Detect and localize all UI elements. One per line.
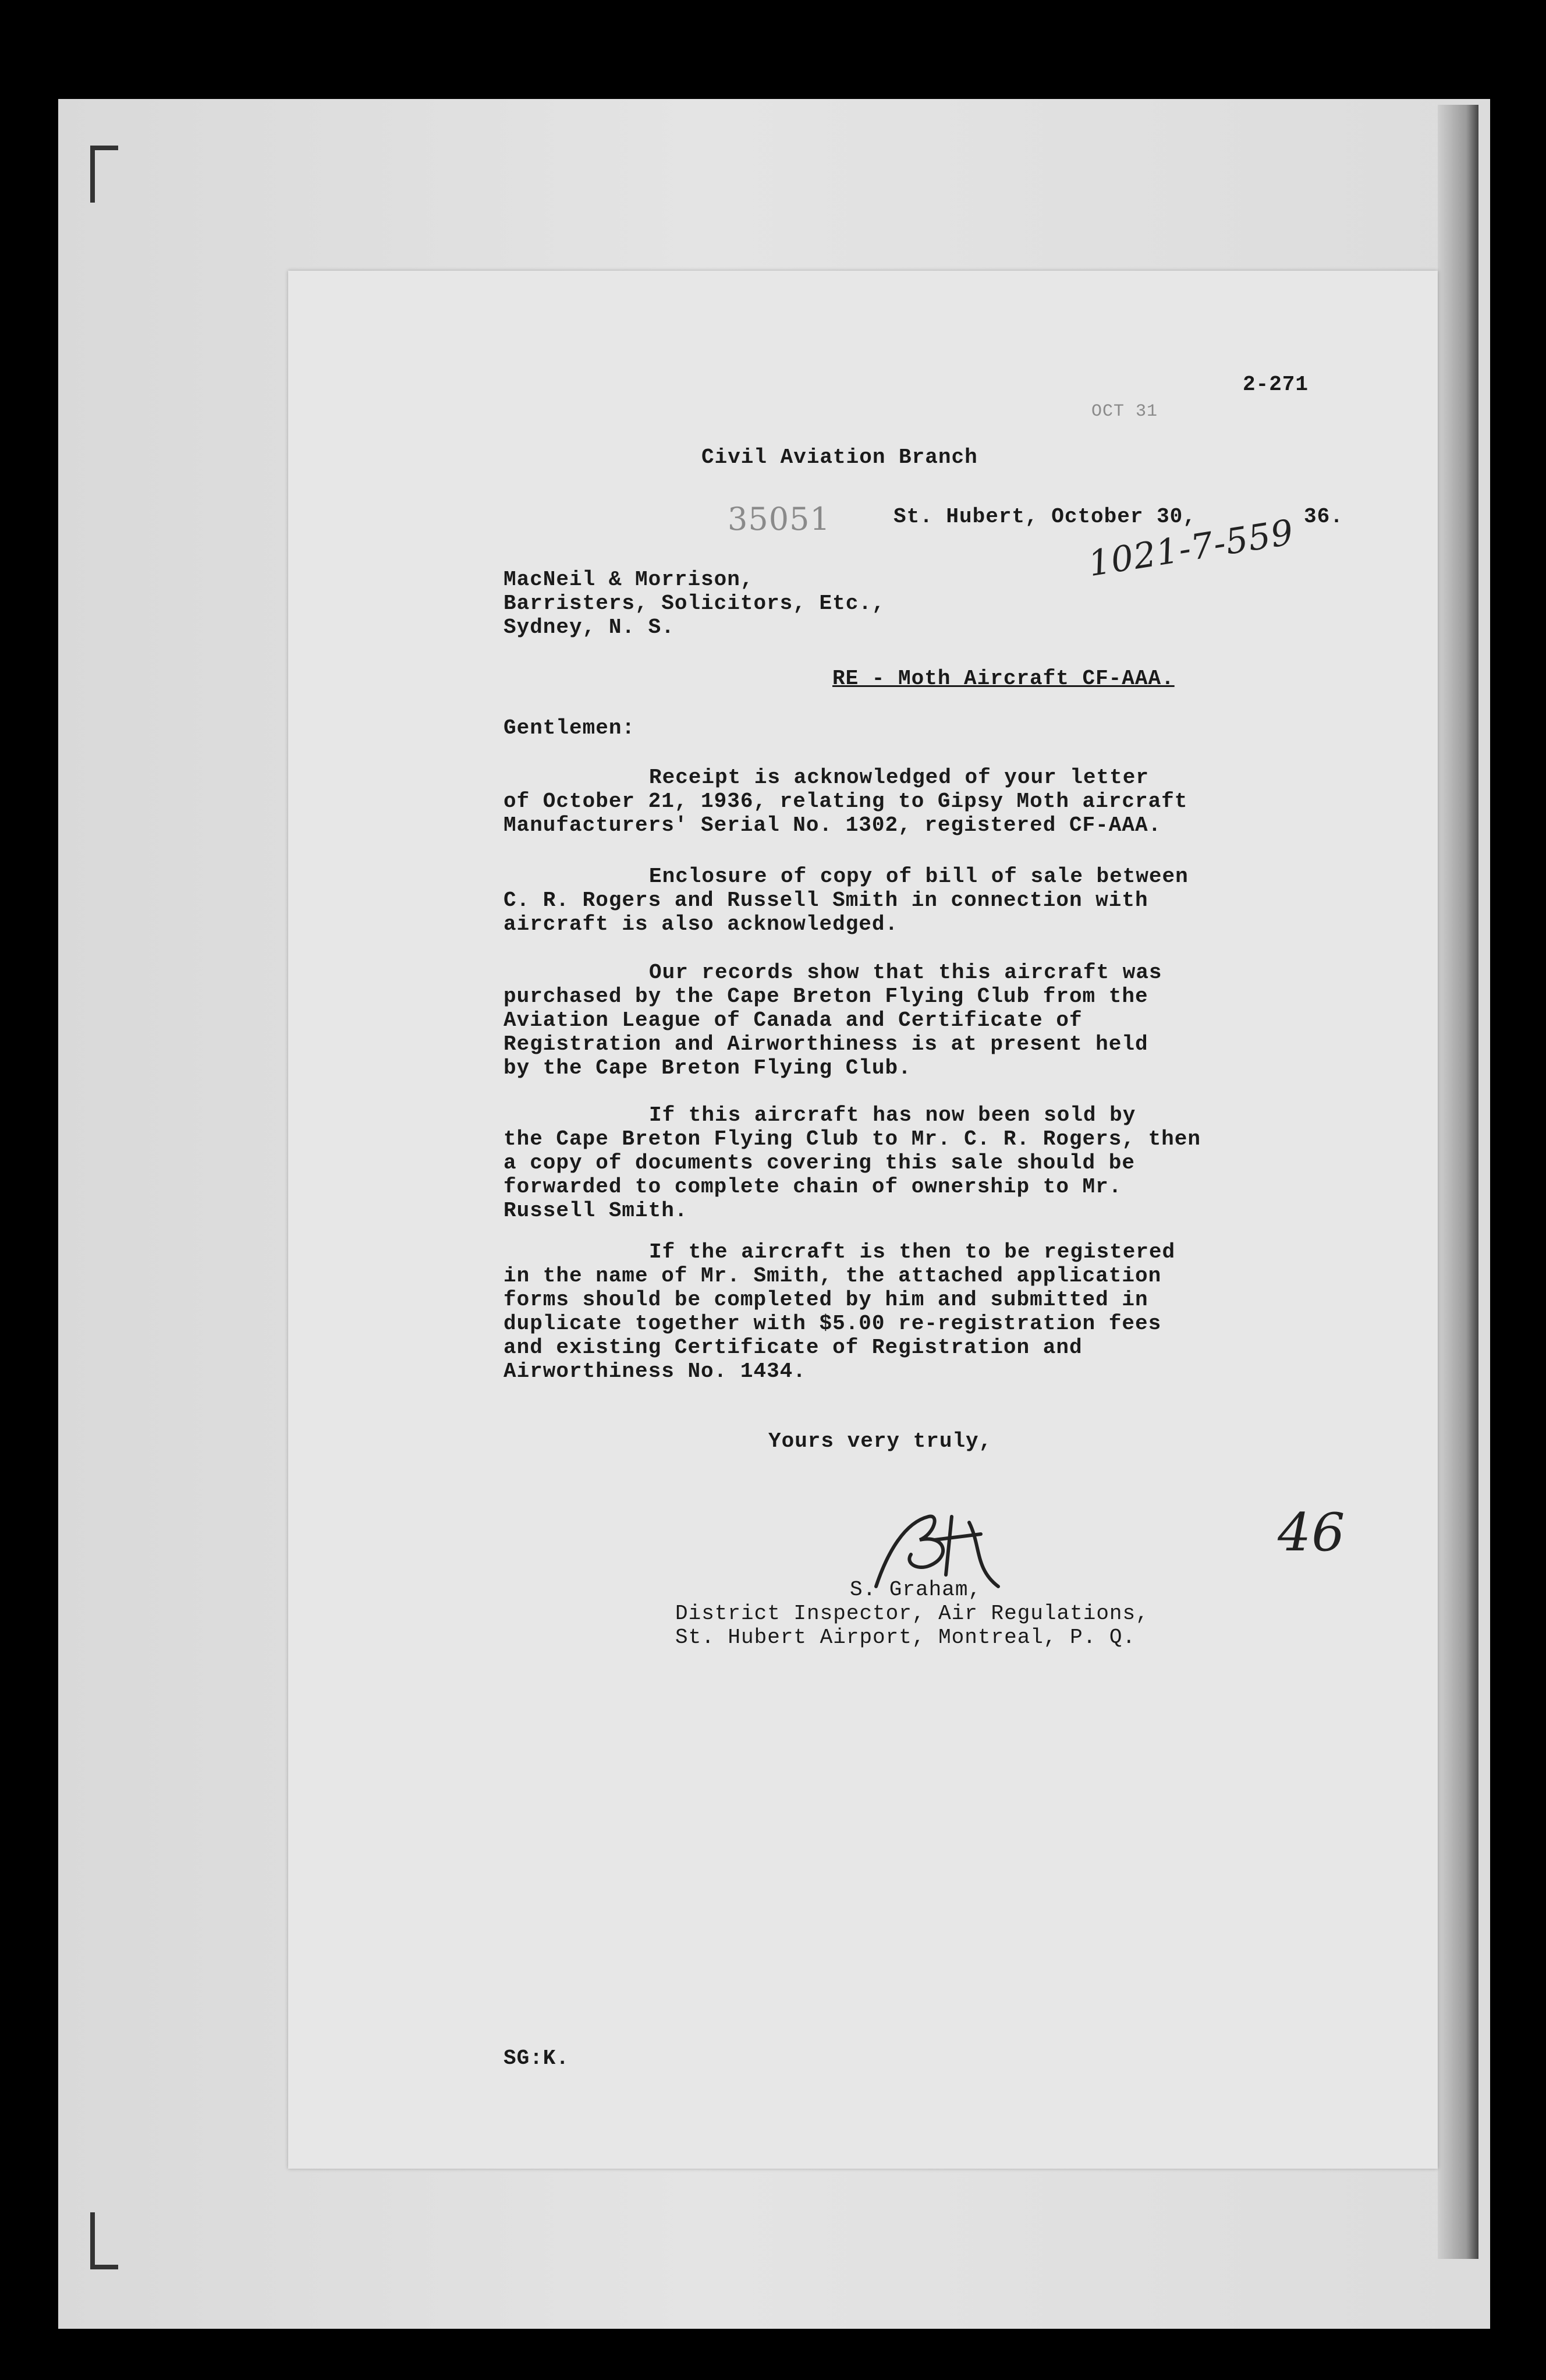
handwritten-file-number: 1021-7-559 — [1086, 512, 1297, 585]
paragraph-line: Manufacturers' Serial No. 1302, registered CF-AAA. — [503, 813, 1162, 837]
paragraph-line: in the name of Mr. Smith, the attached application — [503, 1264, 1162, 1288]
crop-mark-bottom-left — [90, 2212, 118, 2269]
salutation: Gentlemen: — [503, 716, 636, 740]
paragraph-line: purchased by the Cape Breton Flying Club from the — [503, 984, 1148, 1008]
crop-mark-top-left — [90, 146, 118, 203]
received-stamp: OCT 31 — [1091, 402, 1158, 422]
paragraph-line: forms should be completed by him and submitted in — [503, 1288, 1148, 1312]
signatory-title: District Inspector, Air Regulations, — [675, 1602, 1149, 1625]
paragraph — [503, 1103, 1201, 1223]
paragraph — [503, 766, 1187, 837]
paragraph-line: aircraft is also acknowledged. — [503, 912, 899, 936]
letter-page — [288, 271, 1438, 2169]
file-number: 2-271 — [1243, 373, 1309, 396]
paragraph-line: by the Cape Breton Flying Club. — [503, 1056, 912, 1080]
paragraph — [503, 865, 1189, 936]
paragraph-line: C. R. Rogers and Russell Smith in connection with — [503, 888, 1148, 912]
paragraph-line: the Cape Breton Flying Club to Mr. C. R. Rogers, then — [503, 1127, 1201, 1151]
paragraph-line: Enclosure of copy of bill of sale between — [649, 865, 1189, 888]
paragraph-line: and existing Certificate of Registration and — [503, 1336, 1083, 1359]
paragraph — [503, 1240, 1175, 1383]
paragraph-line: Receipt is acknowledged of your letter — [649, 766, 1149, 789]
paragraph-line: Russell Smith. — [503, 1199, 688, 1223]
year: 36. — [1304, 505, 1343, 529]
place-date: St. Hubert, October 30, — [893, 505, 1196, 529]
closing: Yours very truly, — [768, 1429, 992, 1453]
paragraph-line: If the aircraft is then to be registered — [649, 1240, 1176, 1264]
paragraph-line: a copy of documents covering this sale should be — [503, 1151, 1135, 1175]
margin-note: 46 — [1278, 1502, 1346, 1563]
paragraph-line: Registration and Airworthiness is at present held — [503, 1032, 1148, 1056]
reference-stamp: 35051 — [728, 501, 831, 537]
recipient-line: Sydney, N. S. — [503, 615, 675, 639]
paragraph-line: Airworthiness No. 1434. — [503, 1359, 806, 1383]
signatory-name: S. Graham, — [850, 1578, 982, 1602]
signature-block — [675, 1578, 1149, 1649]
recipient-address — [503, 568, 885, 639]
paragraph-line: duplicate together with $5.00 re-registration fees — [503, 1312, 1162, 1336]
paragraph — [503, 961, 1162, 1080]
recipient-line: Barristers, Solicitors, Etc., — [503, 592, 885, 615]
paragraph-line: Aviation League of Canada and Certificate of — [503, 1008, 1083, 1032]
typist-initials: SG:K. — [503, 2046, 570, 2070]
recipient-line: MacNeil & Morrison, — [503, 568, 754, 592]
paragraph-line: If this aircraft has now been sold by — [649, 1103, 1136, 1127]
binding-edge — [1438, 105, 1478, 2259]
organization-heading: Civil Aviation Branch — [701, 445, 978, 469]
subject-line: RE - Moth Aircraft CF-AAA. — [832, 667, 1175, 690]
paragraph-line: Our records show that this aircraft was — [649, 961, 1162, 984]
paragraph-line: forwarded to complete chain of ownership to Mr. — [503, 1175, 1122, 1199]
paragraph-line: of October 21, 1936, relating to Gipsy Moth aircraft — [503, 789, 1188, 813]
signatory-address: St. Hubert Airport, Montreal, P. Q. — [675, 1625, 1136, 1649]
